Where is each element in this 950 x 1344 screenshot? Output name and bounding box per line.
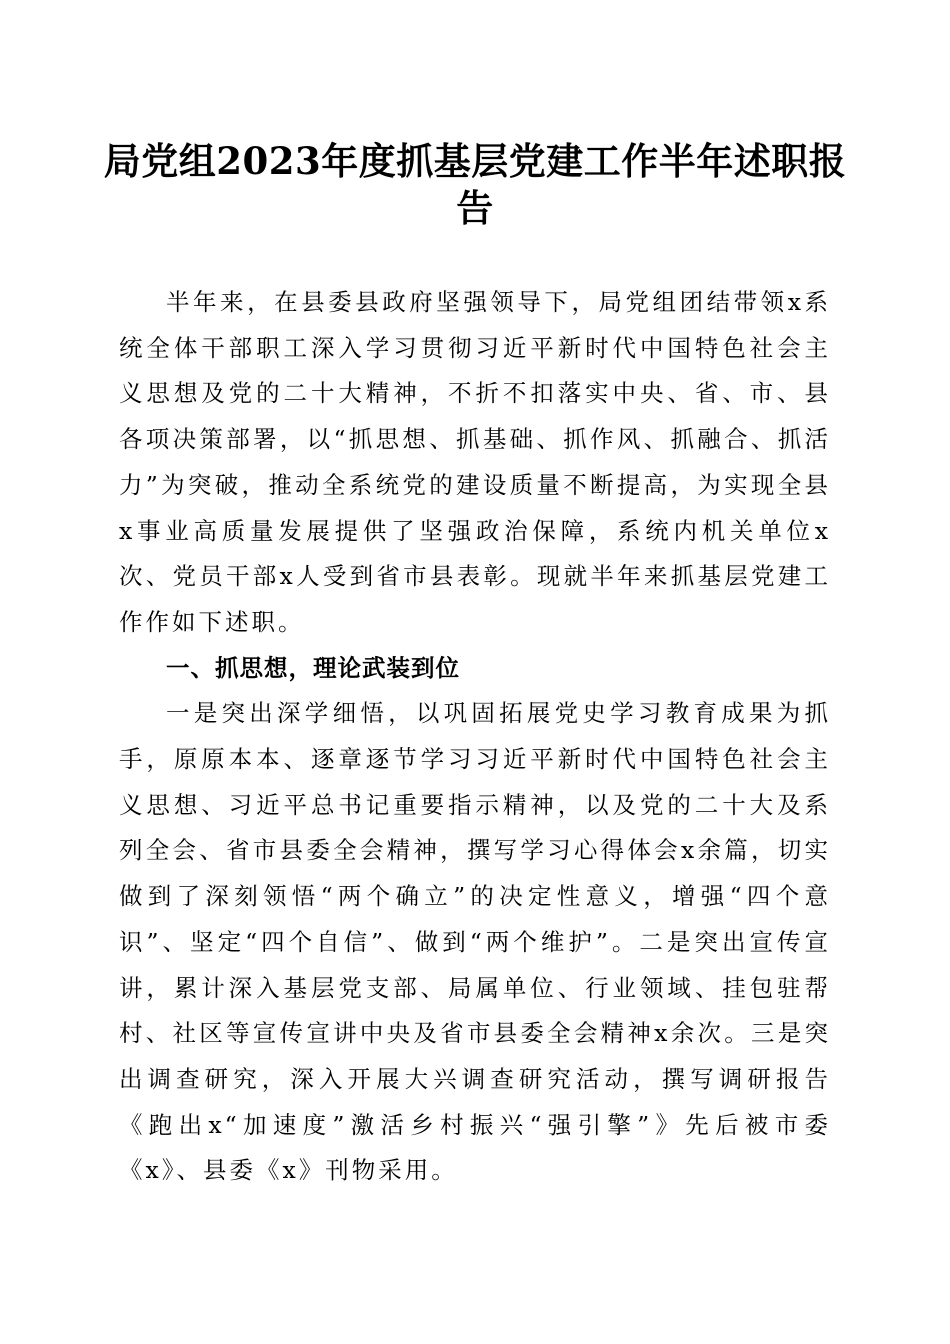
document-body [119,280,831,1194]
intro-paragraph: 半年来，在县委县政府坚强领导下，局党组团结带领x系统全体干部职工深入学习贯彻习近平新时代中国特色社会主义思想及党的二十大精神，不折不扣落实中央、省、市、县各项决策部署，以“抓思想、抓基础、抓作风、抓融合、抓活力”为突破，推动全系统党的建设质量不断提高，为实现全县x事业高质量发展提供了坚强政治保障，系统内机关单位x次、党员干部x人受到省市县表彰。现就半年来抓基层党建工作作如下述职。 [119,288,831,636]
document-title: 局党组2023年度抓基层党建工作半年述职报告 [103,139,847,230]
section-heading: 一、抓思想，理论武装到位 [166,653,460,682]
section-paragraph: 一是突出深学细悟，以巩固拓展党史学习教育成果为抓手，原原本本、逐章逐节学习习近平新时代中国特色社会主义思想、习近平总书记重要指示精神，以及党的二十大及系列全会、省市县委全会精神，撰写学习心得体会x余篇，切实做到了深刻领悟“两个确立”的决定性意义，增强“四个意识”、坚定“四个自信”、做到“两个维护”。二是突出宣传宣讲，累计深入基层党支部、局属单位、行业领域、挂包驻帮村、社区等宣传宣讲中央及省市县委全会精神x余次。三是突出调查研究，深入开展大兴调查研究活动，撰写调研报告《跑出x“加速度”激活乡村振兴“强引擎”》先后被市委《x》、县委《x》刊物采用。 [119,699,831,1185]
